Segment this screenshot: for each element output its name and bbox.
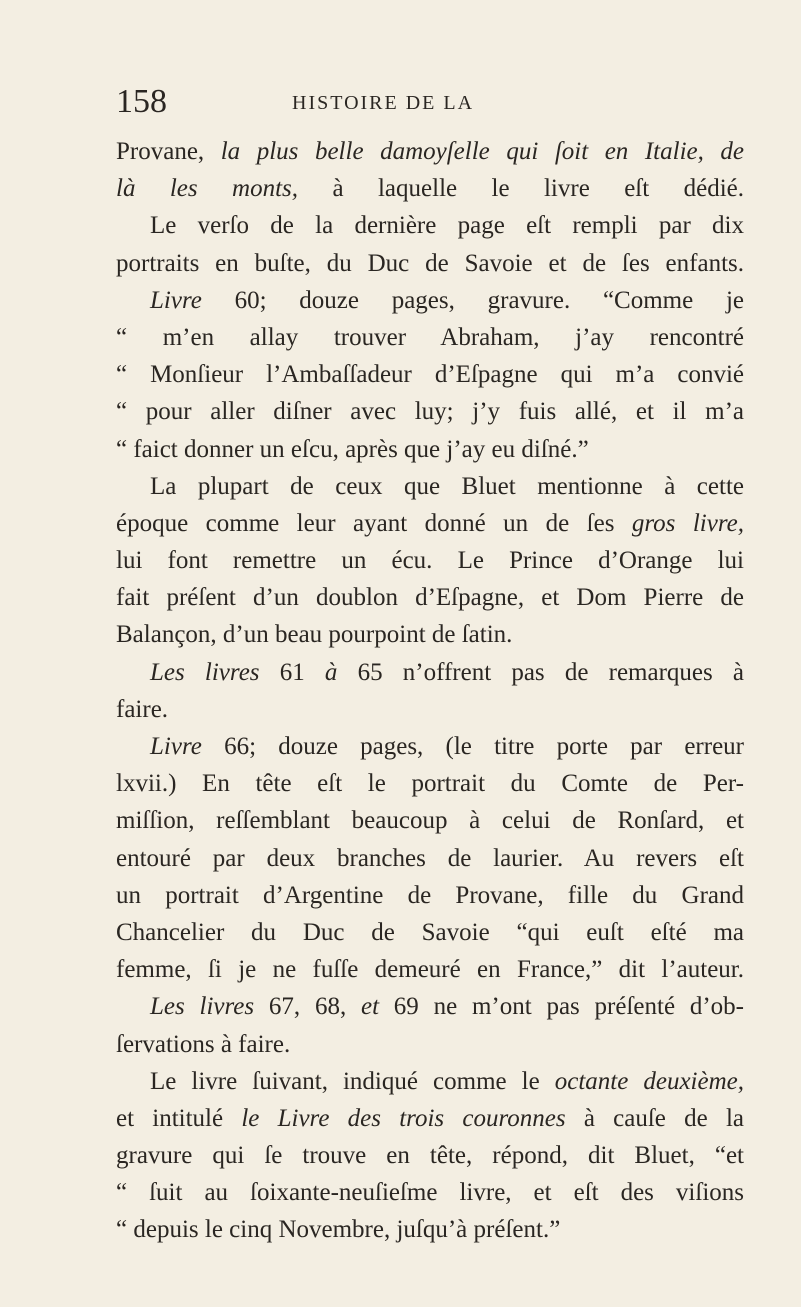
text-line bbox=[116, 654, 744, 691]
text-run: un portrait d’Argentine de Provane, fille du Grand bbox=[116, 881, 744, 909]
text-line bbox=[116, 988, 744, 1025]
text-run: Balançon, d’un beau pourpoint de ſatin. bbox=[116, 621, 513, 649]
text-run: fait préſent d’un doublon d’Eſpagne, et Dom Pierre de bbox=[116, 584, 744, 612]
text-run: portraits en buſte, du Duc de Savoie et de ſes enfants. bbox=[116, 249, 744, 277]
text-run: Provane, bbox=[116, 138, 221, 165]
text-run: Le verſo de la dernière page eſt rempli par dix bbox=[150, 212, 744, 240]
text-run: lxvii.) En tête eſt le portrait du Comte de Per- bbox=[116, 770, 744, 798]
italic-run: et bbox=[360, 993, 380, 1021]
text-line bbox=[116, 1211, 744, 1248]
text-run: gravure qui ſe trouve en tête, répond, dit Bluet, “et bbox=[116, 1142, 744, 1170]
text-run: Chancelier du Duc de Savoie “qui euſt eſté ma bbox=[116, 918, 744, 946]
text-run: “ Monſieur l’Ambaſſadeur d’Eſpagne qui m’a convié bbox=[116, 361, 744, 389]
text-line bbox=[116, 282, 744, 319]
body-text bbox=[116, 133, 744, 1249]
text-run: faire. bbox=[116, 695, 169, 723]
italic-run: là les monts, bbox=[116, 175, 299, 203]
running-head: HISTOIRE DE LA bbox=[292, 92, 475, 114]
text-run: et intitulé bbox=[116, 1104, 242, 1132]
text-line bbox=[116, 1063, 744, 1100]
text-line bbox=[116, 245, 744, 282]
italic-run: à bbox=[324, 658, 338, 686]
text-line bbox=[116, 1137, 744, 1174]
text-line bbox=[116, 431, 744, 468]
text-line bbox=[116, 765, 744, 802]
text-line bbox=[116, 207, 744, 244]
italic-run: Livre bbox=[150, 286, 202, 314]
italic-run: Les livres bbox=[150, 993, 255, 1021]
text-run: Le livre ſuivant, indiqué comme le bbox=[150, 1067, 555, 1095]
text-line bbox=[116, 802, 744, 839]
text-run: “ faict donner un eſcu, après que j’ay eu diſné.” bbox=[116, 435, 589, 463]
text-run: femme, ſi je ne fuſſe demeuré en France,” dit l’auteur. bbox=[116, 956, 744, 984]
text-line bbox=[116, 616, 744, 653]
italic-run: gros livre, bbox=[631, 509, 744, 537]
text-run: “ m’en allay trouver Abraham, j’ay rencontré bbox=[116, 323, 744, 351]
text-run: entouré par deux branches de laurier. Au revers eſt bbox=[116, 844, 744, 872]
text-run: à laquelle le livre eſt dédié. bbox=[298, 175, 745, 203]
page-number: 158 bbox=[116, 83, 167, 120]
text-run: lui font remettre un écu. Le Prince d’Orange lui bbox=[116, 547, 744, 575]
text-line bbox=[116, 542, 744, 579]
italic-run: la plus belle damoyſelle qui ſoit en Italie, de bbox=[220, 138, 745, 165]
text-line bbox=[116, 356, 744, 393]
page-header bbox=[116, 82, 736, 122]
text-line bbox=[116, 393, 744, 430]
text-line bbox=[116, 691, 744, 728]
text-line bbox=[116, 579, 744, 616]
text-line bbox=[116, 1026, 744, 1063]
text-run: 67, 68, bbox=[254, 993, 361, 1021]
text-line bbox=[116, 877, 744, 914]
italic-run: Livre bbox=[150, 733, 202, 760]
text-run: 66; douze pages, (le titre porte par erreur bbox=[201, 733, 744, 760]
text-run: “ pour aller diſner avec luy; j’y fuis allé, et il m’a bbox=[116, 398, 744, 426]
italic-run: le Livre des trois couronnes bbox=[241, 1104, 566, 1132]
text-run: 65 n’offrent pas de remarques à bbox=[337, 658, 745, 686]
text-run: 60; douze pages, gravure. “Comme je bbox=[201, 286, 744, 314]
text-run: La plupart de ceux que Bluet mentionne à cette bbox=[150, 472, 744, 500]
text-line bbox=[116, 170, 744, 207]
text-run: à cauſe de la bbox=[565, 1104, 744, 1132]
italic-run: octante deuxième, bbox=[554, 1067, 744, 1095]
text-line bbox=[116, 914, 744, 951]
text-line bbox=[116, 728, 744, 765]
text-run: 61 bbox=[259, 658, 325, 686]
text-run: miſſion, reſſemblant beaucoup à celui de Ronſard, et bbox=[116, 807, 744, 835]
text-line bbox=[116, 1174, 744, 1211]
text-run: ſervations à faire. bbox=[116, 1030, 291, 1058]
text-run: 69 ne m’ont pas préſenté d’ob- bbox=[379, 993, 744, 1021]
text-run: époque comme leur ayant donné un de ſes bbox=[116, 509, 632, 537]
text-run: “ depuis le cinq Novembre, juſqu’à préſent.” bbox=[116, 1216, 561, 1244]
italic-run: Les livres bbox=[150, 658, 260, 686]
text-line bbox=[116, 468, 744, 505]
text-line bbox=[116, 505, 744, 542]
text-line bbox=[116, 319, 744, 356]
text-line bbox=[116, 133, 744, 170]
text-run: “ ſuit au ſoixante-neuſieſme livre, et eſt des viſions bbox=[116, 1179, 744, 1207]
text-line bbox=[116, 840, 744, 877]
text-line bbox=[116, 951, 744, 988]
text-line bbox=[116, 1100, 744, 1137]
